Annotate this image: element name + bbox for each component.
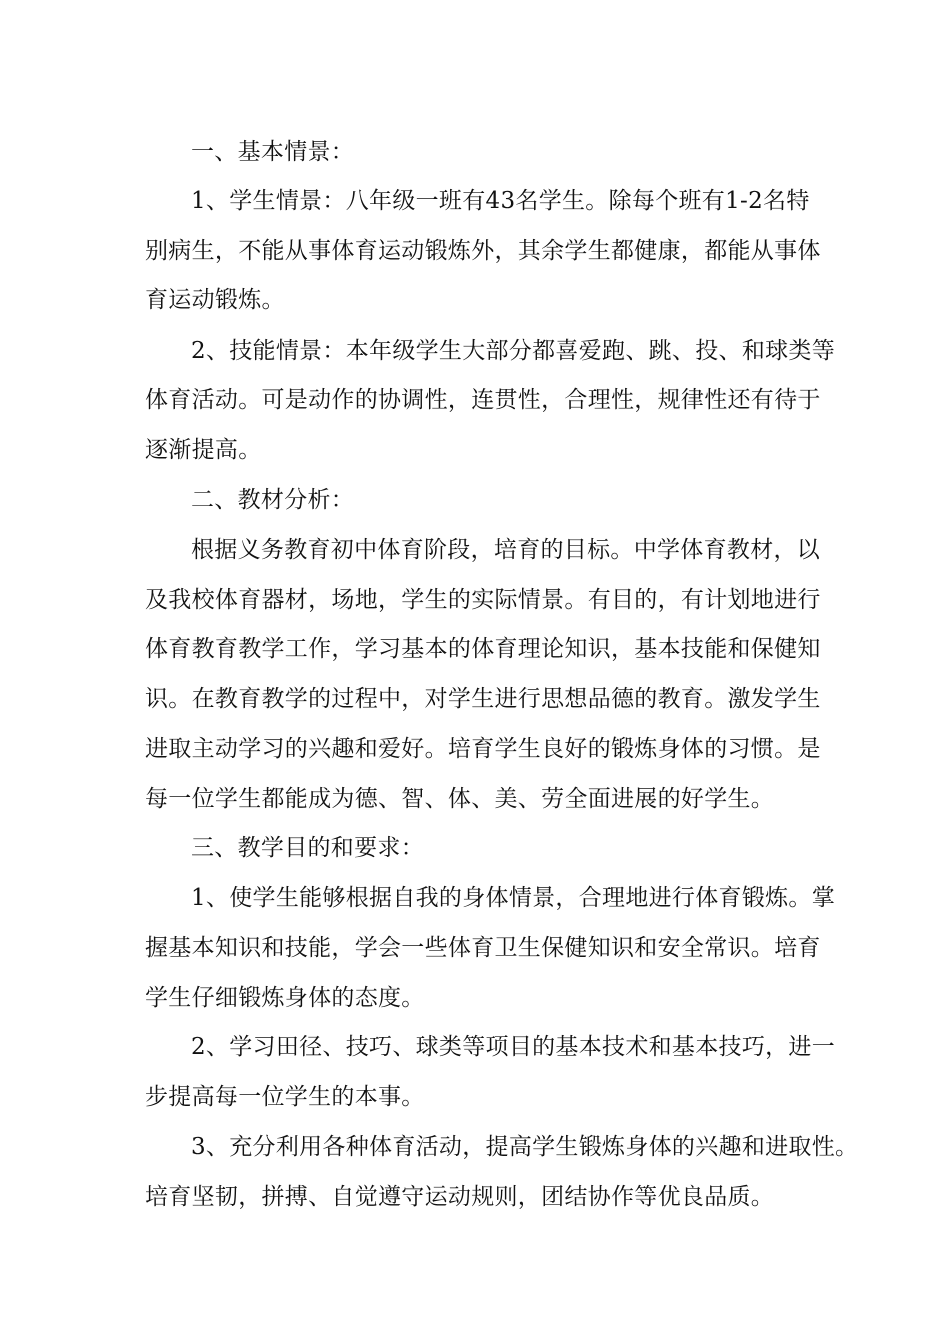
paragraph-line: 每一位学生都能成为德、智、体、美、劳全面进展的好学生。 [145, 786, 775, 812]
section-heading-basic-situation: 一、基本情景： [191, 139, 355, 165]
paragraph-line: 体育活动。可是动作的协调性，连贯性，合理性，规律性还有待于 [145, 387, 821, 413]
section-heading-teaching-goals: 三、教学目的和要求： [191, 835, 424, 861]
paragraph-line: 3、充分利用各种体育活动，提高学生锻炼身体的兴趣和进取性。 [191, 1134, 859, 1160]
paragraph-line: 步提高每一位学生的本事。 [145, 1084, 425, 1110]
paragraph-line: 识。在教育教学的过程中，对学生进行思想品德的教育。激发学生 [145, 686, 821, 712]
paragraph-line: 根据义务教育初中体育阶段，培育的目标。中学体育教材，以 [191, 537, 821, 563]
paragraph-line: 1、使学生能够根据自我的身体情景，合理地进行体育锻炼。掌 [191, 885, 836, 911]
paragraph-line: 逐渐提高。 [145, 437, 262, 463]
paragraph-line: 2、学习田径、技巧、球类等项目的基本技术和基本技巧，进一 [191, 1034, 836, 1060]
paragraph-line: 及我校体育器材，场地，学生的实际情景。有目的，有计划地进行 [145, 587, 821, 613]
paragraph-line: 2、技能情景：本年级学生大部分都喜爱跑、跳、投、和球类等 [191, 338, 836, 364]
paragraph-line: 1、学生情景：八年级一班有43名学生。除每个班有1-2名特 [191, 188, 810, 214]
paragraph-line: 培育坚韧，拼搏、自觉遵守运动规则，团结协作等优良品质。 [145, 1184, 775, 1210]
paragraph-line: 握基本知识和技能，学会一些体育卫生保健知识和安全常识。培育 [145, 935, 821, 961]
paragraph-line: 学生仔细锻炼身体的态度。 [145, 985, 425, 1011]
paragraph-line: 进取主动学习的兴趣和爱好。培育学生良好的锻炼身体的习惯。是 [145, 736, 821, 762]
section-heading-textbook-analysis: 二、教材分析： [191, 487, 355, 513]
paragraph-line: 别病生，不能从事体育运动锻炼外，其余学生都健康，都能从事体 [145, 238, 821, 264]
paragraph-line: 育运动锻炼。 [145, 287, 285, 313]
paragraph-line: 体育教育教学工作，学习基本的体育理论知识，基本技能和保健知 [145, 636, 821, 662]
